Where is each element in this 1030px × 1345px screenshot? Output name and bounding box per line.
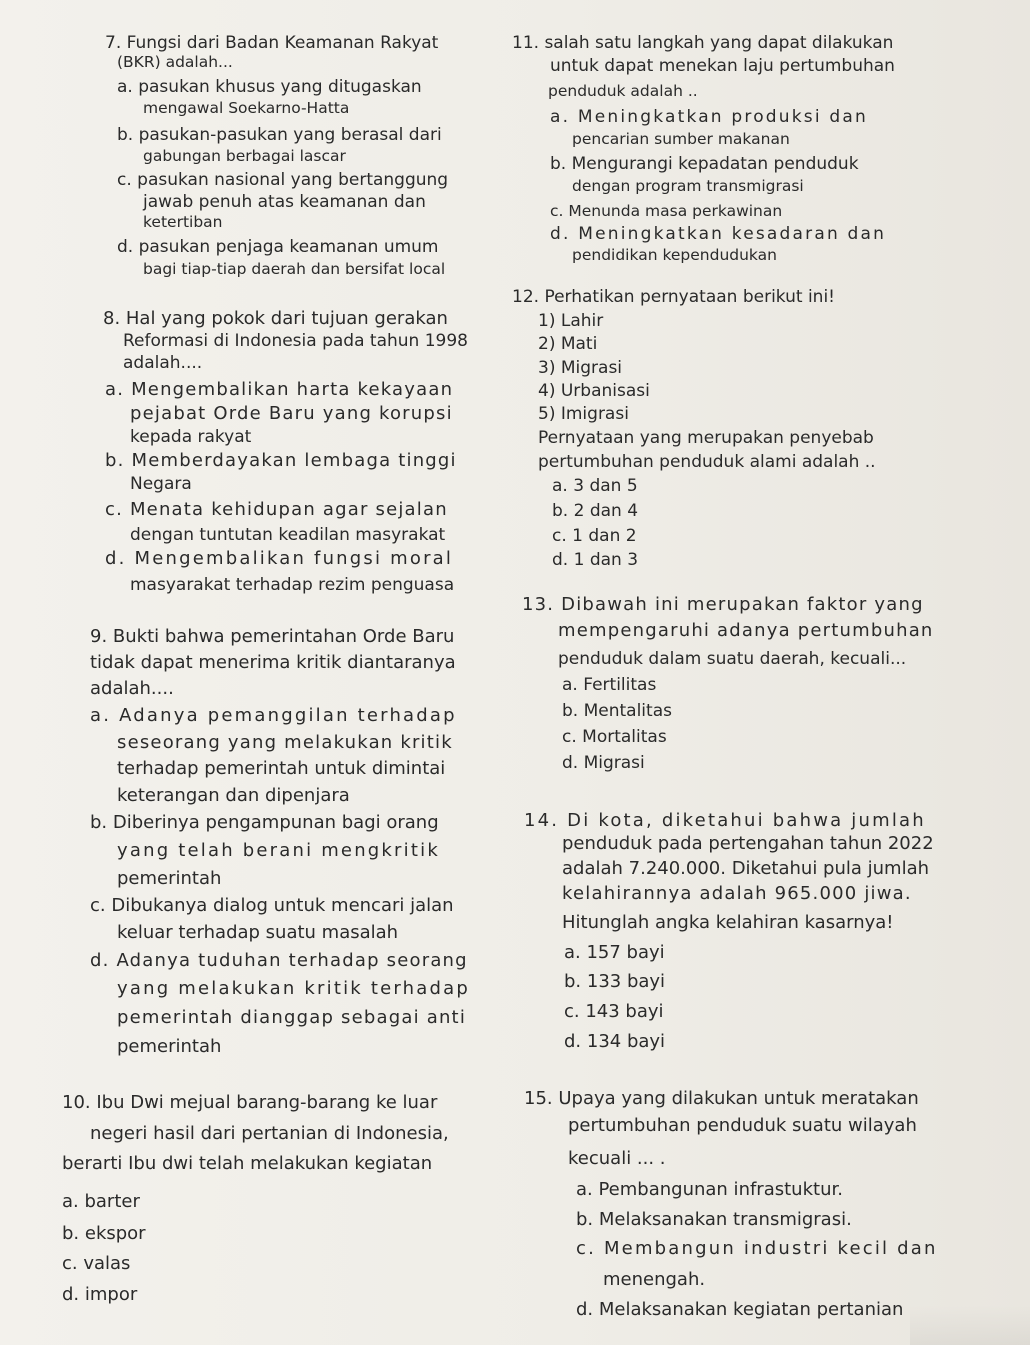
q11-option-a-line1: a. Meningkatkan produksi dan [550, 107, 868, 127]
q11-option-c: c. Menunda masa perkawinan [550, 202, 783, 220]
q14-stem-line4: kelahirannya adalah 965.000 jiwa. [562, 883, 912, 904]
q14-option-a: a. 157 bayi [564, 942, 665, 963]
q14-option-b: b. 133 bayi [564, 971, 666, 992]
q15-stem-line1: 15. Upaya yang dilakukan untuk meratakan [524, 1088, 919, 1109]
q9-option-a-line3: terhadap pemerintah untuk dimintai [117, 758, 446, 779]
q13-option-a: a. Fertilitas [562, 675, 657, 695]
q15-option-d: d. Melaksanakan kegiatan pertanian [576, 1299, 904, 1320]
q9-stem-line3: adalah.... [90, 678, 174, 699]
q14-stem-line2: penduduk pada pertengahan tahun 2022 [562, 833, 934, 854]
q10-option-d: d. impor [62, 1284, 138, 1305]
q8-option-a-line2: pejabat Orde Baru yang korupsi [130, 403, 453, 424]
q10-option-c: c. valas [62, 1253, 131, 1274]
q7-option-c-line1: c. pasukan nasional yang bertanggung [117, 170, 449, 190]
q12-option-a: a. 3 dan 5 [552, 476, 638, 496]
q10-stem-line3: berarti Ibu dwi telah melakukan kegiatan [62, 1153, 433, 1174]
q9-option-d-line2: yang melakukan kritik terhadap [117, 978, 470, 999]
q9-option-c-line2: keluar terhadap suatu masalah [117, 922, 399, 943]
q9-stem-line1: 9. Bukti bahwa pemerintahan Orde Baru [90, 626, 455, 647]
q7-option-d-line1: d. pasukan penjaga keamanan umum [117, 237, 439, 257]
q7-option-c-line2: jawab penuh atas keamanan dan [143, 192, 426, 212]
q14-stem-line1: 14. Di kota, diketahui bahwa jumlah [524, 810, 926, 831]
q9-option-d-line1: d. Adanya tuduhan terhadap seorang [90, 950, 468, 971]
q14-stem-line3: adalah 7.240.000. Diketahui pula jumlah [562, 858, 930, 879]
q7-option-d-line2: bagi tiap-tiap daerah dan bersifat local [143, 260, 446, 278]
q9-option-b-line3: pemerintah [117, 868, 222, 889]
q14-stem-line5: Hitunglah angka kelahiran kasarnya! [562, 912, 894, 933]
q9-stem-line2: tidak dapat menerima kritik diantaranya [90, 652, 456, 673]
q7-option-a-line1: a. pasukan khusus yang ditugaskan [117, 77, 422, 97]
q15-option-b: b. Melaksanakan transmigrasi. [576, 1209, 852, 1230]
q13-option-c: c. Mortalitas [562, 727, 667, 747]
q8-option-a-line3: kepada rakyat [130, 427, 252, 447]
q11-option-b-line2: dengan program transmigrasi [572, 177, 804, 195]
q8-option-c-line2: dengan tuntutan keadilan masyrakat [130, 525, 446, 545]
q13-stem-line1: 13. Dibawah ini merupakan faktor yang [522, 594, 924, 615]
q12-list-item-5: 5) Imigrasi [538, 404, 629, 424]
q14-option-d: d. 134 bayi [564, 1031, 666, 1052]
q11-stem-line3: penduduk adalah .. [548, 82, 698, 100]
q8-option-d-line1: d. Mengembalikan fungsi moral [105, 548, 454, 569]
q9-option-a-line1: a. Adanya pemanggilan terhadap [90, 705, 457, 726]
q11-option-b-line1: b. Mengurangi kepadatan penduduk [550, 154, 859, 174]
q13-option-d: d. Migrasi [562, 753, 645, 773]
q12-option-b: b. 2 dan 4 [552, 501, 639, 521]
q8-option-b-line2: Negara [130, 474, 192, 494]
q10-option-b: b. ekspor [62, 1223, 146, 1244]
q9-option-c-line1: c. Dibukanya dialog untuk mencari jalan [90, 895, 454, 916]
q8-option-b-line1: b. Memberdayakan lembaga tinggi [105, 450, 457, 471]
q15-stem-line3: kecuali ... . [568, 1148, 666, 1169]
q12-question-line1: Pernyataan yang merupakan penyebab [538, 428, 874, 448]
q12-question-line2: pertumbuhan penduduk alami adalah .. [538, 452, 876, 472]
q12-option-c: c. 1 dan 2 [552, 526, 637, 546]
q7-stem-line2: (BKR) adalah... [117, 53, 233, 71]
q13-stem-line2: mempengaruhi adanya pertumbuhan [558, 620, 934, 641]
q13-stem-line3: penduduk dalam suatu daerah, kecuali... [558, 649, 907, 669]
q8-option-c-line1: c. Menata kehidupan agar sejalan [105, 499, 448, 520]
q15-option-c-line2: menengah. [603, 1269, 706, 1290]
q7-option-b-line1: b. pasukan-pasukan yang berasal dari [117, 125, 442, 145]
q9-option-d-line4: pemerintah [117, 1036, 222, 1057]
q8-stem-line3: adalah.... [123, 353, 203, 373]
q13-option-b: b. Mentalitas [562, 701, 672, 721]
q9-option-b-line1: b. Diberinya pengampunan bagi orang [90, 812, 439, 833]
q9-option-a-line4: keterangan dan dipenjara [117, 785, 350, 806]
q12-list-item-1: 1) Lahir [538, 311, 604, 331]
q12-stem: 12. Perhatikan pernyataan berikut ini! [512, 287, 835, 307]
q11-stem-line1: 11. salah satu langkah yang dapat dilakukan [512, 33, 894, 53]
q15-stem-line2: pertumbuhan penduduk suatu wilayah [568, 1115, 917, 1136]
q11-option-d-line1: d. Meningkatkan kesadaran dan [550, 224, 887, 244]
page-shadow [910, 1305, 1030, 1345]
q10-stem-line2: negeri hasil dari pertanian di Indonesia, [90, 1123, 449, 1144]
q11-stem-line2: untuk dapat menekan laju pertumbuhan [550, 56, 895, 76]
q11-option-d-line2: pendidikan kependudukan [572, 246, 777, 264]
q12-list-item-4: 4) Urbanisasi [538, 381, 650, 401]
q9-option-a-line2: seseorang yang melakukan kritik [117, 732, 453, 753]
q9-option-b-line2: yang telah berani mengkritik [117, 840, 440, 861]
q8-option-d-line2: masyarakat terhadap rezim penguasa [130, 575, 455, 595]
q15-option-c-line1: c. Membangun industri kecil dan [576, 1238, 938, 1259]
q10-option-a: a. barter [62, 1191, 140, 1212]
q11-option-a-line2: pencarian sumber makanan [572, 130, 790, 148]
q7-stem-line1: 7. Fungsi dari Badan Keamanan Rakyat [105, 33, 439, 53]
q14-option-c: c. 143 bayi [564, 1001, 664, 1022]
q12-list-item-2: 2) Mati [538, 334, 598, 354]
q12-option-d: d. 1 dan 3 [552, 550, 639, 570]
q8-stem-line2: Reformasi di Indonesia pada tahun 1998 [123, 331, 468, 351]
q8-option-a-line1: a. Mengembalikan harta kekayaan [105, 379, 454, 400]
q8-stem-line1: 8. Hal yang pokok dari tujuan gerakan [103, 308, 448, 329]
q7-option-b-line2: gabungan berbagai lascar [143, 147, 346, 165]
q7-option-c-line3: ketertiban [143, 213, 223, 231]
q12-list-item-3: 3) Migrasi [538, 358, 623, 378]
q7-option-a-line2: mengawal Soekarno-Hatta [143, 99, 350, 117]
q9-option-d-line3: pemerintah dianggap sebagai anti [117, 1007, 467, 1028]
q15-option-a: a. Pembangunan infrastuktur. [576, 1179, 843, 1200]
q10-stem-line1: 10. Ibu Dwi mejual barang-barang ke luar [62, 1092, 438, 1113]
